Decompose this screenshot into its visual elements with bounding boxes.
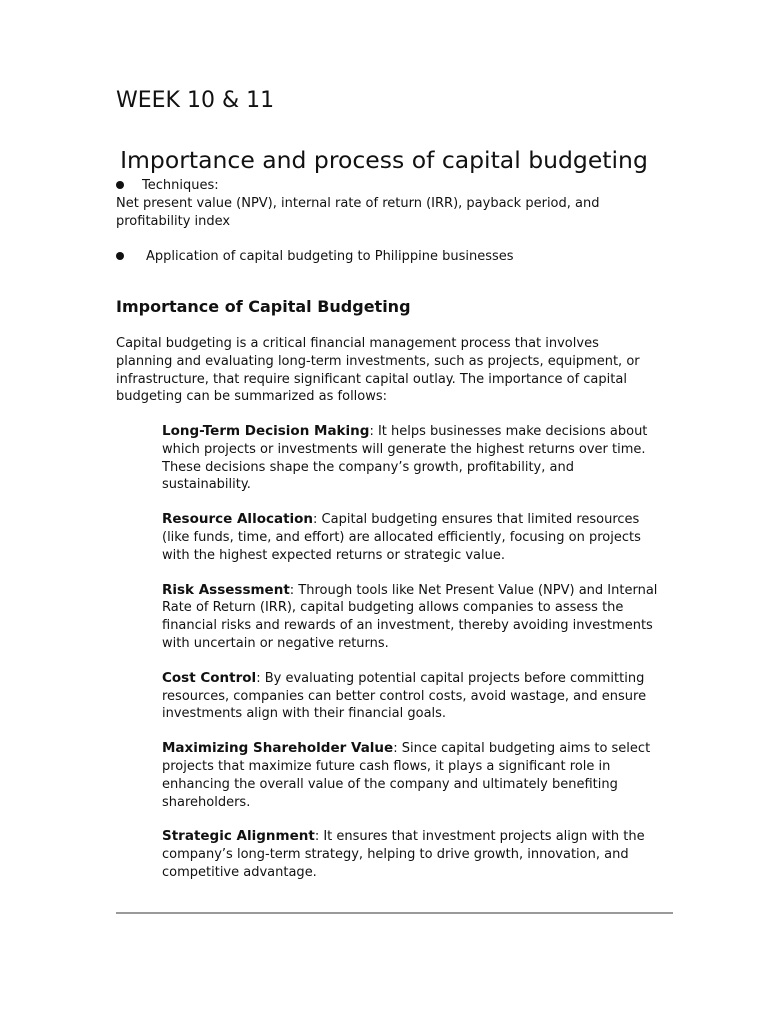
page-title: Importance and process of capital budgeting bbox=[120, 146, 648, 174]
item-text: : It ensures that investment projects align with the company’s long-term strategy, helping to drive growth, innovation, and competitive advantage. bbox=[162, 829, 645, 880]
item-term: Maximizing Shareholder Value bbox=[162, 740, 394, 757]
bullet-dot-icon bbox=[116, 252, 124, 260]
item-text: : Capital budgeting ensures that limited resources (like funds, time, and effort) are allocated efficiently, focusing on projects with the highest expected returns or strategic value. bbox=[162, 512, 641, 563]
item-term: Risk Assessment bbox=[162, 581, 290, 598]
item-text: : Since capital budgeting aims to select projects that maximize future cash flows, it plays a significant role in enhancing the overall value of the company and ultimately benefiting shareholders. bbox=[162, 741, 651, 810]
item-text: : By evaluating potential capital projects before committing resources, companies can better control costs, avoid wastage, and ensure investments align with their financial goals. bbox=[162, 670, 647, 722]
bullet-application bbox=[116, 248, 676, 266]
importance-list bbox=[162, 423, 662, 899]
item-term: Strategic Alignment bbox=[162, 828, 315, 845]
list-item bbox=[162, 828, 662, 881]
item-text: : Through tools like Net Present Value (NPV) and Internal Rate of Return (IRR), capital budgeting allows companies to assess the financial risks and rewards of an investment, thereby avoiding investments with uncertain or negative returns. bbox=[162, 582, 658, 651]
techniques-detail: Net present value (NPV), internal rate of return (IRR), payback period, and profitability index bbox=[116, 196, 600, 229]
bullet-label: Techniques: bbox=[142, 178, 219, 193]
list-item bbox=[162, 670, 662, 723]
item-term: Long-Term Decision Making bbox=[162, 423, 370, 439]
section-heading: Importance of Capital Budgeting bbox=[116, 297, 411, 316]
item-text: : It helps businesses make decisions about which projects or investments will generate the highest returns over time. These decisions shape the company’s growth, profitability, and sustainability. bbox=[162, 424, 648, 493]
list-item bbox=[162, 511, 662, 564]
week-label: WEEK 10 & 11 bbox=[116, 88, 275, 113]
list-item bbox=[162, 740, 662, 811]
intro-paragraph: Capital budgeting is a critical financial management process that involves planning and evaluating long-term investments, such as projects, equipment, or infrastructure, that require significant capital outlay. The importance of capital budgeting can be summarized as follows: bbox=[116, 336, 640, 405]
item-term: Resource Allocation bbox=[162, 511, 314, 528]
item-term: Cost Control bbox=[162, 669, 257, 686]
bullet-label: Application of capital budgeting to Philippine businesses bbox=[146, 249, 514, 264]
list-item bbox=[162, 582, 662, 653]
horizontal-divider bbox=[116, 912, 673, 914]
list-item bbox=[162, 423, 662, 494]
bullet-techniques bbox=[116, 177, 676, 195]
bullet-dot-icon bbox=[116, 181, 124, 189]
